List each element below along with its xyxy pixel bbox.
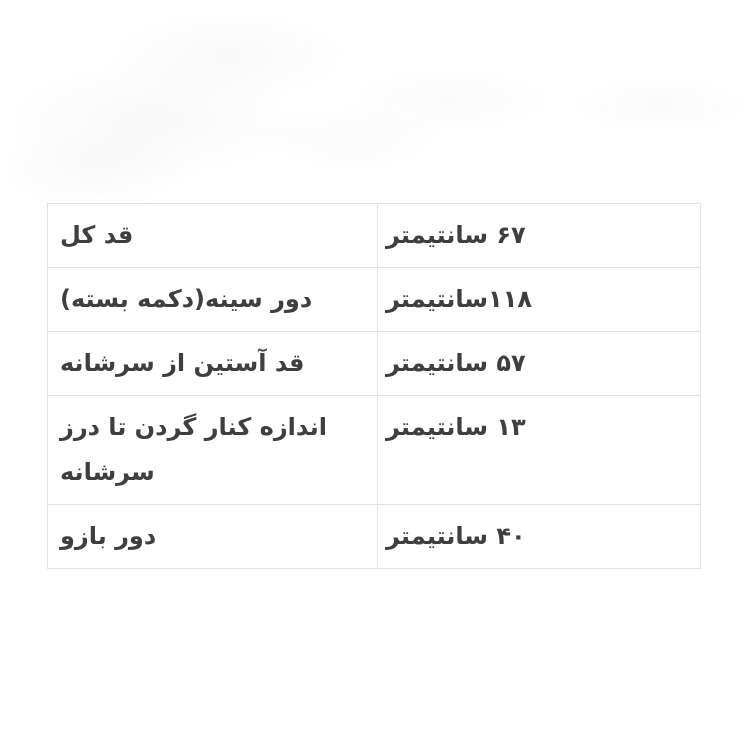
measurement-label-cell: دور بازو <box>48 505 378 569</box>
table-row <box>48 332 701 396</box>
measurement-value-cell: ۴۰ سانتیمتر <box>378 505 701 569</box>
measurement-value-cell: ۶۷ سانتیمتر <box>378 204 701 268</box>
measurement-label-cell: قد کل <box>48 204 378 268</box>
table-row <box>48 505 701 569</box>
table-row <box>48 204 701 268</box>
table-row <box>48 396 701 505</box>
faded-background-image <box>0 0 750 220</box>
measurement-value-cell: ۵۷ سانتیمتر <box>378 332 701 396</box>
measurement-value-cell: ۱۱۸سانتیمتر <box>378 268 701 332</box>
measurement-label-cell: دور سینه(دکمه بسته) <box>48 268 378 332</box>
measurement-label-cell: اندازه کنار گردن تا درز سرشانه <box>48 396 378 505</box>
size-chart-body <box>48 204 701 569</box>
measurement-label-cell: قد آستین از سرشانه <box>48 332 378 396</box>
size-chart-table <box>47 203 701 569</box>
measurement-value-cell: ۱۳ سانتیمتر <box>378 396 701 505</box>
table-row <box>48 268 701 332</box>
